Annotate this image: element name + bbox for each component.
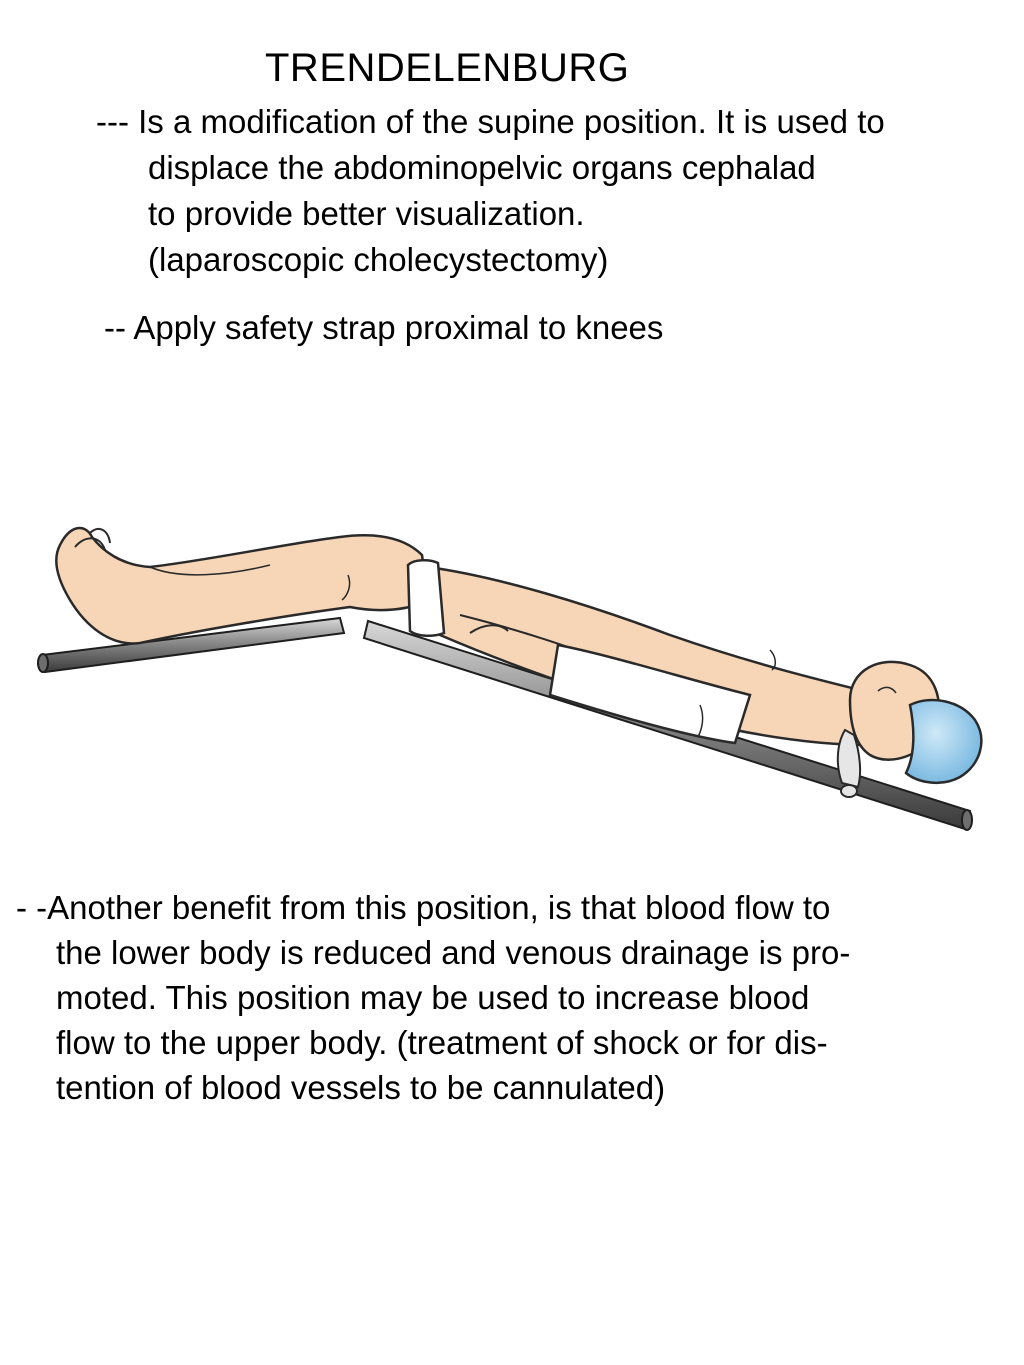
safety-note: -- Apply safety strap proximal to knees (104, 309, 664, 346)
benefit-line: the lower body is reduced and venous drainage is pro- (56, 934, 851, 971)
benefit-line: flow to the upper body. (treatment of shock or for dis- (56, 1024, 828, 1061)
surgical-cap-icon (906, 700, 981, 783)
benefit-line: tention of blood vessels to be cannulated) (56, 1069, 666, 1106)
trendelenburg-illustration (30, 505, 990, 855)
intro-line: (laparoscopic cholecystectomy) (148, 241, 609, 278)
intro-line: --- Is a modification of the supine position. It is used to (96, 103, 885, 140)
intro-line: to provide better visualization. (148, 195, 585, 232)
safety-strap (408, 560, 444, 636)
benefit-line: moted. This position may be used to increase blood (56, 979, 810, 1016)
intro-line: displace the abdominopelvic organs cephalad (148, 149, 816, 186)
benefit-line: - -Another benefit from this position, is that blood flow to (16, 889, 831, 926)
slide-title: TRENDELENBURG (265, 46, 630, 90)
